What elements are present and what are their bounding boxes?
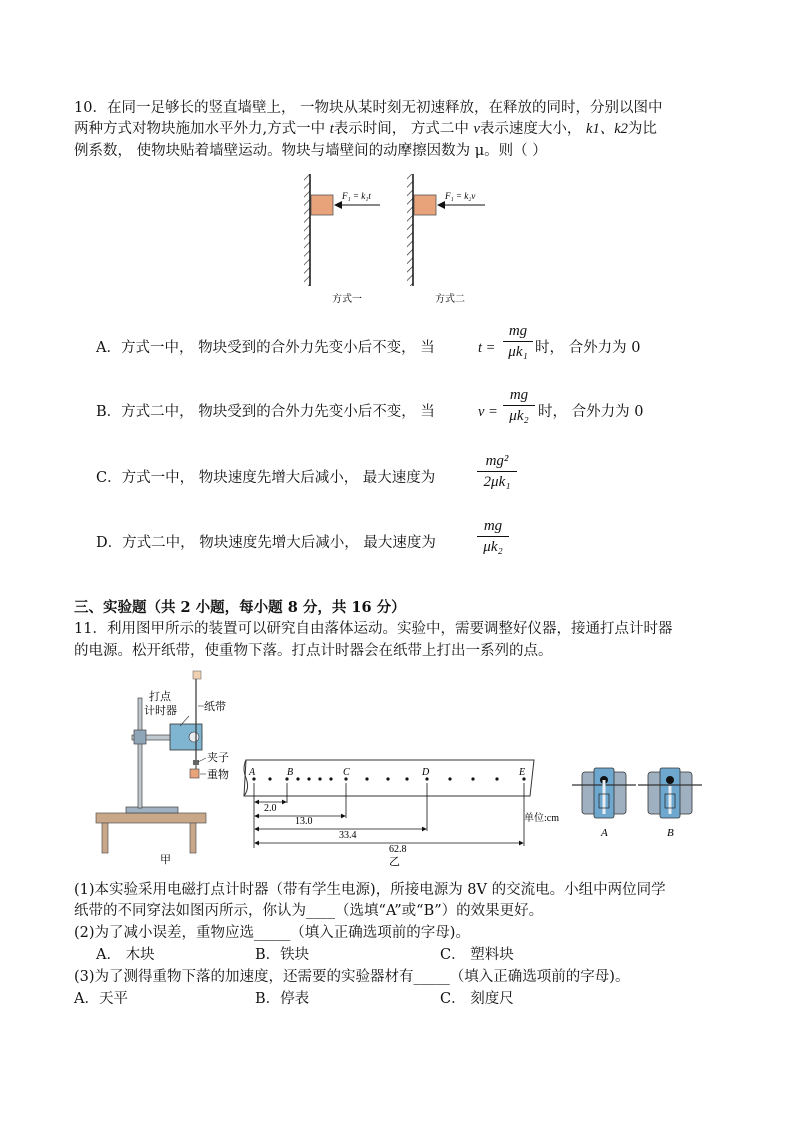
option-d-fraction <box>477 517 509 556</box>
q10-line2c: 表示速度大小， <box>479 121 587 137</box>
q10-symbol-t: t <box>329 121 334 137</box>
q10-figure <box>290 168 500 313</box>
q10-line2b: 表示时间， 方式二中 <box>333 121 474 137</box>
timer-label-2: 计时器 <box>144 705 177 717</box>
wall-2 <box>407 174 413 286</box>
timer-label-1: 打点 <box>149 691 171 703</box>
q11-p2-opt-c: C． 塑料块 <box>440 947 514 963</box>
q10-line2 <box>74 119 657 139</box>
q10-symbol-v: v <box>473 121 480 137</box>
force-label-1: F₁ = k₁t <box>342 191 371 201</box>
option-d-text: D．方式二中， 物块速度先增大后减小， 最大速度为 <box>96 535 436 551</box>
point-e: E <box>519 767 526 778</box>
fig-label-2: 方式二 <box>435 294 465 305</box>
q10-line3: 例系数， 使物块贴着墙壁运动。物块与墙壁间的动摩擦因数为 μ。则（ ） <box>74 143 547 159</box>
dist-2: 13.0 <box>295 816 313 827</box>
q11-p3: (3)为了测得重物下落的加速度，还需要的实验器材有_____（填入正确选项前的字母)。 <box>74 969 630 985</box>
dist-1: 2.0 <box>264 803 277 814</box>
option-b-text: B．方式二中， 物块受到的合外力先变小后不变， 当 <box>96 404 435 420</box>
frac-a-num: mg <box>508 323 528 339</box>
frac-c-num: mg² <box>485 453 509 469</box>
option-b-fraction <box>503 386 535 425</box>
q10-line2a: 两种方式对物块施加水平外力,方式一中 <box>74 121 330 137</box>
method-a-diagram <box>572 768 636 818</box>
point-c: C <box>343 767 350 778</box>
q11-p3-opt-b: B．停表 <box>255 991 310 1007</box>
q11-p3-opt-a: A．天平 <box>74 991 128 1007</box>
option-c-text: C．方式一中， 物块速度先增大后减小， 最大速度为 <box>96 470 436 486</box>
frac-c-den: 2μk₁ <box>483 474 511 490</box>
clip-label: 夹子 <box>207 752 229 764</box>
q11-p3-opt-c: C． 刻度尺 <box>440 991 514 1007</box>
unit-label: 单位:cm <box>524 813 559 824</box>
force-label-2: F₁ = k₂v <box>445 191 476 201</box>
q11-p1: (1)本实验采用电磁打点计时器（带有学生电源)，所接电源为 8V 的交流电。小组中两位同学 <box>74 882 666 898</box>
method-a-label: A <box>601 827 608 839</box>
tape-dot <box>296 777 299 780</box>
tape-dot <box>307 777 310 780</box>
method-b-diagram <box>638 768 702 818</box>
q11-line1: 11．利用图甲所示的装置可以研究自由落体运动。实验中，需要调整好仪器，接通打点计时器 <box>74 621 673 637</box>
tape-label: 纸带 <box>204 701 226 713</box>
tape-dot <box>495 777 498 780</box>
q11-line2: 的电源。松开纸带，使重物下落。打点计时器会在纸带上打出一系列的点。 <box>74 643 553 659</box>
tape-dot <box>365 777 368 780</box>
tape-dot <box>329 777 332 780</box>
option-a-fraction <box>503 322 533 361</box>
q10-line2d: 为比 <box>627 121 657 137</box>
frac-d-num: mg <box>483 518 503 534</box>
q11-p1b: 纸带的不同穿法如图丙所示，你认为____（选填“A”或“B”）的效果更好。 <box>74 903 544 919</box>
wall-1 <box>304 174 310 286</box>
dist-4: 62.8 <box>389 844 407 855</box>
dist-3: 33.4 <box>339 830 357 841</box>
point-b: B <box>287 767 294 778</box>
point-a: A <box>249 767 256 778</box>
option-b-var: v = <box>478 404 498 420</box>
tape-dot <box>405 777 408 780</box>
frac-a-den: μk₁ <box>508 344 528 360</box>
q11-p2: (2)为了减小误差，重物应选_____（填入正确选项前的字母)。 <box>74 925 470 941</box>
block-2 <box>414 195 436 215</box>
q10-line1: 10．在同一足够长的竖直墙壁上， 一物块从某时刻无初速释放，在释放的同时，分别以图中 <box>74 100 663 116</box>
tape-dot <box>318 777 321 780</box>
weight-label: 重物 <box>207 769 229 781</box>
point-d: D <box>422 767 430 778</box>
option-a-text: A．方式一中， 物块受到的合外力先变小后不变， 当 <box>96 340 435 356</box>
method-b-label: B <box>667 827 674 839</box>
option-a-post: 时， 合外力为 0 <box>535 340 641 356</box>
q10-symbol-k: k1、k2 <box>586 121 628 137</box>
q11-p2-opt-a: A． 木块 <box>96 947 155 963</box>
yi-label: 乙 <box>389 856 400 868</box>
tape-dot <box>268 777 271 780</box>
section-3-heading: 三、实验题（共 2 小题，每小题 8 分，共 16 分） <box>74 599 406 616</box>
q11-p2-opt-b: B．铁块 <box>255 947 310 963</box>
jia-label: 甲 <box>160 854 171 866</box>
frac-b-den: μk₂ <box>509 408 529 424</box>
frac-d-den: μk₂ <box>483 539 503 555</box>
option-c-fraction <box>477 452 517 491</box>
option-b-post: 时， 合外力为 0 <box>538 404 644 420</box>
fig-label-1: 方式一 <box>332 294 362 305</box>
block-1 <box>311 195 333 215</box>
frac-b-num: mg <box>509 387 529 403</box>
option-a-var: t = <box>478 340 496 356</box>
tape-dot <box>471 777 474 780</box>
tape-dot <box>448 777 451 780</box>
q11-figure <box>94 668 714 873</box>
tape-dot <box>386 777 389 780</box>
